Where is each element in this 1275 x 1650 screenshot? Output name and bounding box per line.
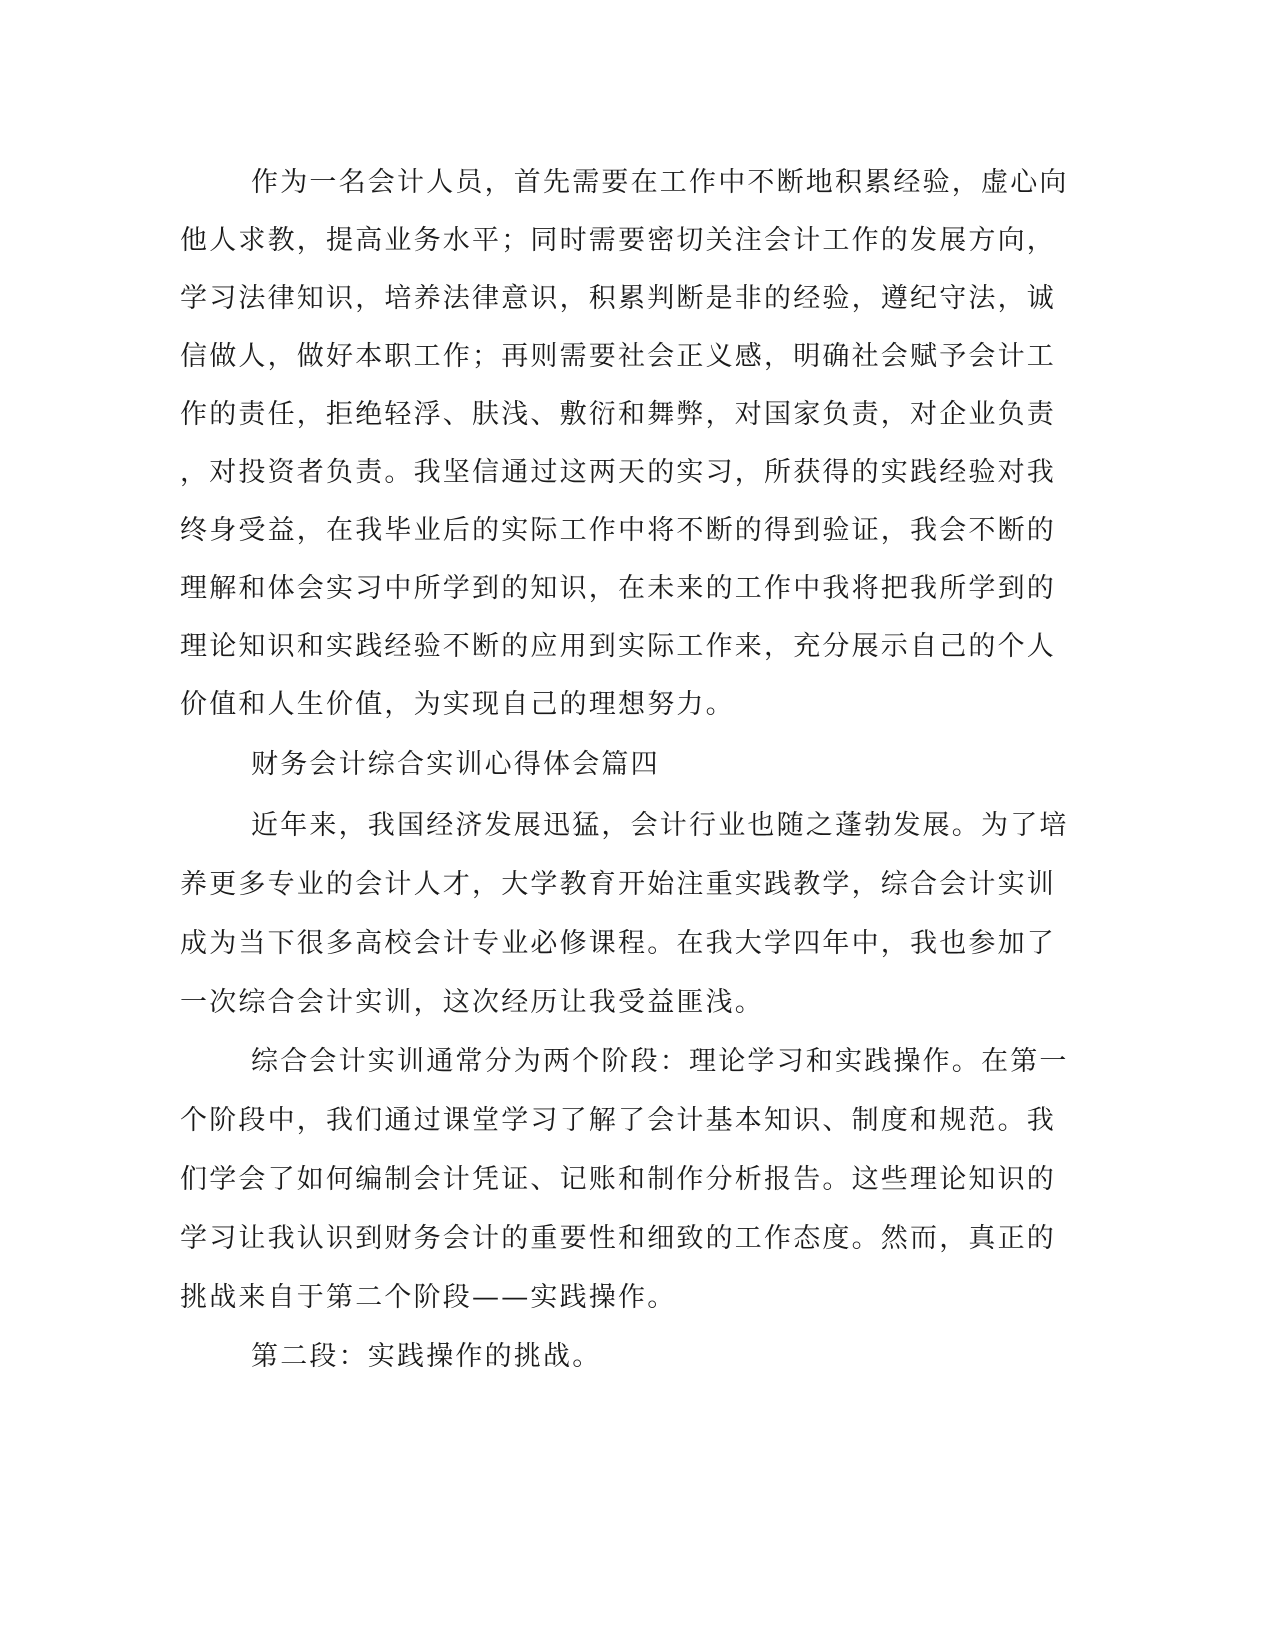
subsection-heading: 第二段：实践操作的挑战。 bbox=[251, 1341, 602, 1372]
paragraph-line: 挑战来自于第二个阶段——实践操作。 bbox=[180, 1282, 677, 1313]
paragraph-line: ，对投资者负责。我坚信通过这两天的实习，所获得的实践经验对我 bbox=[180, 457, 1056, 488]
paragraph-line: 近年来，我国经济发展迅猛，会计行业也随之蓬勃发展。为了培 bbox=[251, 810, 1069, 841]
paragraph-line: 们学会了如何编制会计凭证、记账和制作分析报告。这些理论知识的 bbox=[180, 1164, 1056, 1195]
paragraph-line: 信做人，做好本职工作；再则需要社会正义感，明确社会赋予会计工 bbox=[180, 341, 1056, 372]
paragraph-line: 理解和体会实习中所学到的知识，在未来的工作中我将把我所学到的 bbox=[180, 573, 1056, 604]
paragraph-line: 学习法律知识，培养法律意识，积累判断是非的经验，遵纪守法，诚 bbox=[180, 283, 1056, 314]
section-heading: 财务会计综合实训心得体会篇四 bbox=[251, 749, 660, 780]
paragraph-line: 价值和人生价值，为实现自己的理想努力。 bbox=[180, 689, 735, 720]
paragraph-line: 作为一名会计人员，首先需要在工作中不断地积累经验，虚心向 bbox=[251, 167, 1069, 198]
paragraph-line: 一次综合会计实训，这次经历让我受益匪浅。 bbox=[180, 987, 764, 1018]
paragraph-line: 成为当下很多高校会计专业必修课程。在我大学四年中，我也参加了 bbox=[180, 928, 1056, 959]
paragraph-line: 终身受益，在我毕业后的实际工作中将不断的得到验证，我会不断的 bbox=[180, 515, 1056, 546]
paragraph-line: 他人求教，提高业务水平；同时需要密切关注会计工作的发展方向， bbox=[180, 225, 1056, 256]
paragraph-line: 学习让我认识到财务会计的重要性和细致的工作态度。然而，真正的 bbox=[180, 1223, 1056, 1254]
paragraph-line: 综合会计实训通常分为两个阶段：理论学习和实践操作。在第一 bbox=[251, 1046, 1069, 1077]
paragraph-line: 养更多专业的会计人才，大学教育开始注重实践教学，综合会计实训 bbox=[180, 869, 1056, 900]
paragraph-line: 理论知识和实践经验不断的应用到实际工作来，充分展示自己的个人 bbox=[180, 631, 1056, 662]
paragraph-line: 个阶段中，我们通过课堂学习了解了会计基本知识、制度和规范。我 bbox=[180, 1105, 1056, 1136]
paragraph-line: 作的责任，拒绝轻浮、肤浅、敷衍和舞弊，对国家负责，对企业负责 bbox=[180, 399, 1056, 430]
